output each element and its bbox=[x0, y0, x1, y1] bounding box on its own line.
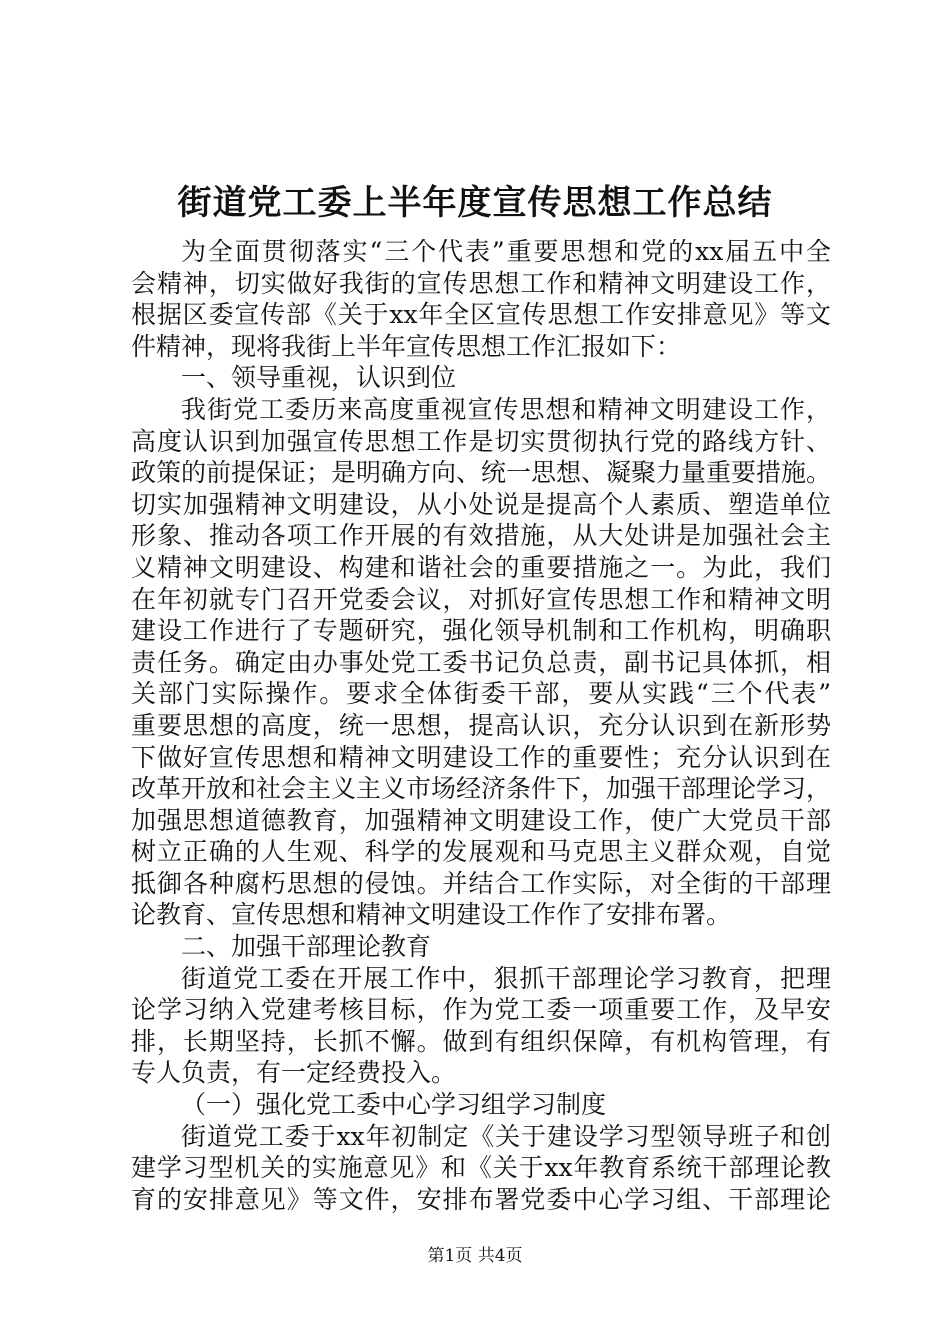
paragraph-line: 件精神，现将我街上半年宣传思想工作汇报如下： bbox=[131, 331, 682, 361]
paragraph-line: 论教育、宣传思想和精神文明建设工作作了安排布署。 bbox=[131, 900, 732, 930]
paragraph-line: 论学习纳入党建考核目标，作为党工委一项重要工作，及早安 bbox=[131, 995, 831, 1025]
paragraph-line: 在年初就专门召开党委会议，对抓好宣传思想工作和精神文明 bbox=[131, 584, 831, 614]
paragraph-line: 建学习型机关的实施意见》和《关于xx年教育系统干部理论教 bbox=[131, 1153, 831, 1183]
paragraph-line: 形象、推动各项工作开展的有效措施，从大处讲是加强社会主 bbox=[131, 521, 831, 551]
paragraph-line: （一）强化党工委中心学习组学习制度 bbox=[181, 1090, 607, 1120]
paragraph-line: 高度认识到加强宣传思想工作是切实贯彻执行党的路线方针、 bbox=[131, 426, 831, 456]
paragraph-line: 政策的前提保证；是明确方向、统一思想、凝聚力量重要措施。 bbox=[131, 458, 832, 488]
page-footer: 第1页 共4页 bbox=[427, 1246, 523, 1266]
paragraph-line: 会精神，切实做好我街的宣传思想工作和精神文明建设工作， bbox=[131, 268, 831, 298]
paragraph-line: 为全面贯彻落实“三个代表”重要思想和党的xx届五中全 bbox=[181, 237, 831, 266]
paragraph-line: 抵御各种腐朽思想的侵蚀。并结合工作实际，对全街的干部理 bbox=[131, 868, 831, 898]
paragraph-line: 改革开放和社会主义主义市场经济条件下，加强干部理论学习， bbox=[131, 774, 832, 804]
paragraph-line: 街道党工委在开展工作中，狠抓干部理论学习教育，把理 bbox=[181, 963, 831, 993]
paragraph-line: 我街党工委历来高度重视宣传思想和精神文明建设工作， bbox=[181, 394, 831, 424]
paragraph-line: 一、领导重视，认识到位 bbox=[181, 363, 457, 393]
paragraph-line: 育的安排意见》等文件，安排布署党委中心学习组、干部理论 bbox=[131, 1184, 831, 1214]
paragraph-line: 下做好宣传思想和精神文明建设工作的重要性；充分认识到在 bbox=[131, 742, 831, 772]
paragraph-line: 根据区委宣传部《关于xx年全区宣传思想工作安排意见》等文 bbox=[131, 300, 831, 330]
document-body bbox=[131, 236, 831, 1215]
paragraph-line: 关部门实际操作。要求全体街委干部，要从实践“三个代表” bbox=[131, 679, 831, 709]
paragraph-line: 责任务。确定由办事处党工委书记负总责，副书记具体抓，相 bbox=[131, 647, 831, 677]
paragraph-line: 加强思想道德教育，加强精神文明建设工作，使广大党员干部 bbox=[131, 805, 831, 835]
paragraph-line: 排，长期坚持，长抓不懈。做到有组织保障，有机构管理，有 bbox=[131, 1026, 831, 1056]
document-title: 街道党工委上半年度宣传思想工作总结 bbox=[177, 183, 773, 223]
paragraph-line: 树立正确的人生观、科学的发展观和马克思主义群众观，自觉 bbox=[131, 837, 831, 867]
paragraph-line: 切实加强精神文明建设，从小处说是提高个人素质、塑造单位 bbox=[131, 489, 831, 519]
paragraph-line: 建设工作进行了专题研究，强化领导机制和工作机构，明确职 bbox=[131, 616, 831, 646]
paragraph-line: 重要思想的高度，统一思想，提高认识，充分认识到在新形势 bbox=[131, 710, 831, 740]
paragraph-line: 街道党工委于xx年初制定《关于建设学习型领导班子和创 bbox=[181, 1121, 831, 1151]
paragraph-line: 二、加强干部理论教育 bbox=[181, 932, 432, 962]
paragraph-line: 专人负责，有一定经费投入。 bbox=[131, 1058, 457, 1088]
paragraph-line: 义精神文明建设、构建和谐社会的重要措施之一。为此，我们 bbox=[131, 552, 831, 582]
